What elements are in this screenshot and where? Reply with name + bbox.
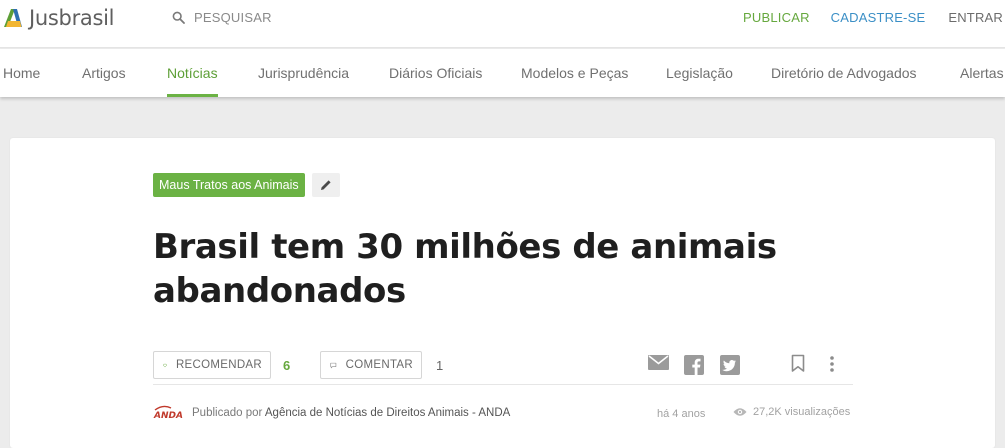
published-by — [192, 407, 510, 419]
heart-icon — [163, 359, 167, 372]
publisher-logo[interactable] — [153, 404, 185, 420]
more-vertical-icon — [829, 355, 835, 373]
article-actions — [153, 351, 853, 385]
published-time: há 4 anos — [657, 408, 706, 420]
jusbrasil-logo[interactable] — [4, 6, 114, 30]
search-field[interactable] — [172, 9, 272, 25]
topic-tag[interactable]: Maus Tratos aos Animais — [153, 173, 305, 197]
article-card — [10, 138, 995, 448]
search-icon — [172, 11, 185, 24]
pencil-icon — [320, 179, 332, 191]
article-title: Brasil tem 30 milhões de animais abandonados — [153, 227, 777, 311]
nav-item-diretorio-advogados[interactable]: Diretório de Advogados — [771, 65, 917, 81]
email-icon — [648, 355, 669, 370]
recommend-count: 6 — [283, 358, 291, 373]
nav-item-home[interactable]: Home — [3, 65, 41, 81]
publisher-logo-text: ANDA — [154, 411, 183, 420]
nav-item-alertas[interactable]: Alertas — [960, 65, 1004, 81]
bookmark-button[interactable] — [791, 354, 805, 378]
published-prefix: Publicado por — [192, 407, 263, 419]
nav-item-artigos[interactable]: Artigos — [82, 65, 126, 81]
nav-item-modelos-pecas[interactable]: Modelos e Peças — [521, 65, 629, 81]
facebook-icon — [684, 355, 704, 375]
comment-button[interactable] — [320, 351, 422, 379]
publisher-link[interactable]: Agência de Notícias de Direitos Animais - ANDA — [264, 407, 511, 419]
edit-tag-button[interactable] — [312, 173, 340, 197]
tag-row — [153, 173, 340, 197]
nav-item-legislacao[interactable]: Legislação — [666, 65, 733, 81]
logo-text: Jusbrasil — [29, 6, 115, 30]
header-actions — [743, 9, 1005, 25]
comment-icon — [330, 359, 337, 372]
comment-count: 1 — [436, 358, 444, 373]
share-facebook-button[interactable] — [684, 355, 704, 380]
publish-link[interactable]: PUBLICAR — [743, 9, 810, 25]
signup-link[interactable]: CADASTRE-SE — [830, 9, 926, 25]
share-email-button[interactable] — [648, 355, 669, 375]
recommend-button[interactable] — [153, 351, 271, 379]
view-count-text: 27,2K visualizações — [753, 406, 851, 418]
share-twitter-button[interactable] — [720, 355, 740, 380]
nav-item-noticias[interactable]: Notícias — [167, 65, 218, 81]
more-options-button[interactable] — [829, 355, 835, 378]
top-header — [0, 0, 1005, 48]
jusbrasil-logo-icon — [4, 8, 26, 28]
nav-item-jurisprudencia[interactable]: Jurisprudência — [258, 65, 350, 81]
article-meta — [153, 403, 853, 423]
eye-icon — [733, 407, 747, 417]
nav-item-diarios-oficiais[interactable]: Diários Oficiais — [389, 65, 483, 81]
nav-active-indicator — [167, 94, 218, 97]
recommend-label: RECOMENDAR — [175, 359, 262, 371]
comment-label: COMENTAR — [345, 359, 413, 371]
main-nav — [0, 49, 1005, 97]
bookmark-icon — [791, 354, 805, 373]
twitter-icon — [720, 355, 740, 375]
view-count — [733, 406, 850, 418]
search-placeholder: PESQUISAR — [194, 9, 272, 25]
login-link[interactable]: ENTRAR — [948, 9, 1003, 25]
